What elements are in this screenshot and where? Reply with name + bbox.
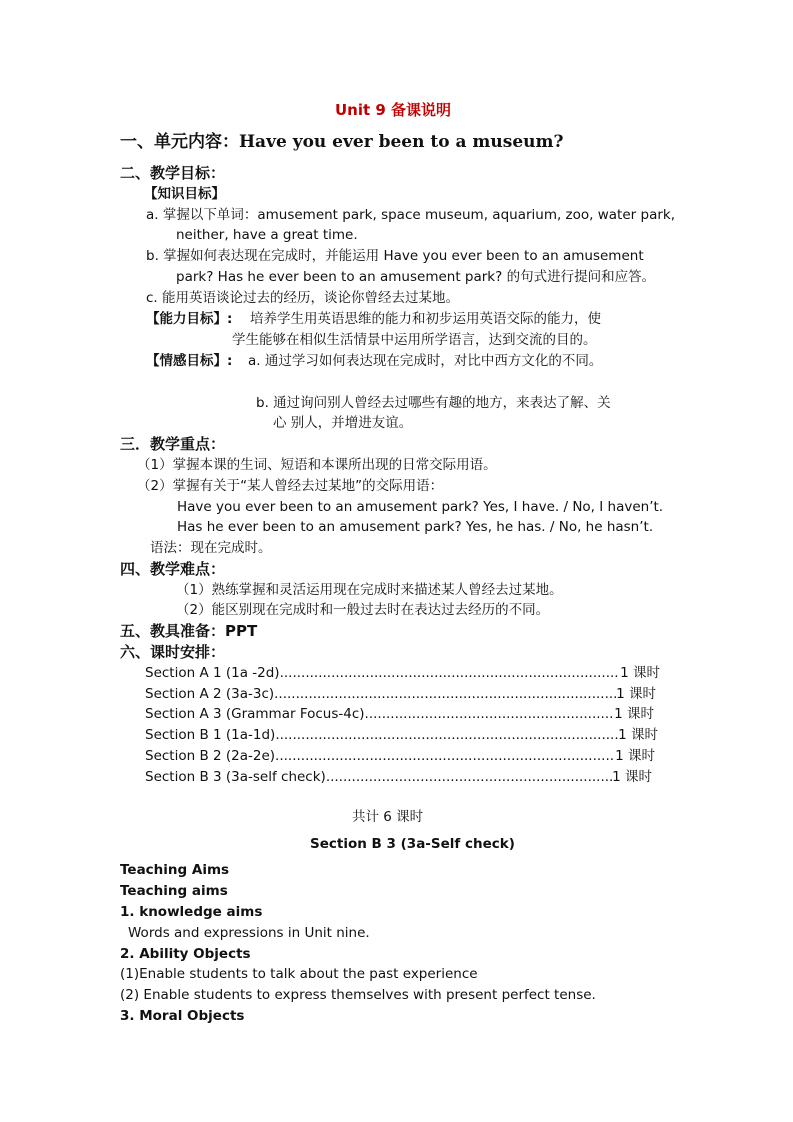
emotion-goal-b-cont: 心 别人，并增进友谊。 <box>273 415 413 431</box>
total-hours: 共计 6 课时 <box>352 809 424 825</box>
schedule-row-hours: 1 课时 <box>620 665 660 681</box>
ability-object-2: (2) Enable students to express themselves with present perfect tense. <box>120 987 596 1003</box>
schedule-row <box>145 767 652 787</box>
emotion-goal-b: b. 通过询问别人曾经去过哪些有趣的地方，来表达了解、关 <box>256 395 611 411</box>
section-schedule: 六、课时安排： <box>120 643 226 661</box>
knowledge-item-c: c. 能用英语谈论过去的经历，谈论你曾经去过某地。 <box>146 290 460 306</box>
grammar-point: 语法：现在完成时。 <box>150 540 272 556</box>
schedule-row <box>145 725 658 745</box>
schedule-row-label: Section B 2 (2a-2e) <box>145 748 276 764</box>
section-unit-content: 一、单元内容：Have you ever been to a museum? <box>120 132 564 152</box>
emotion-goal-a: a. 通过学习如何表达现在完成时，对比中西方文化的不同。 <box>248 353 603 369</box>
ability-goal-heading: 【能力目标】: <box>146 311 233 327</box>
section-key-points: 三．教学重点： <box>120 435 226 453</box>
schedule-row-leader <box>275 725 618 745</box>
schedule-row-leader <box>326 767 612 787</box>
schedule-row-label: Section B 3 (3a-self check) <box>145 769 326 785</box>
section-difficulties: 四、教学难点： <box>120 560 226 578</box>
knowledge-aims-heading: 1. knowledge aims <box>120 904 263 920</box>
schedule-row <box>145 663 660 683</box>
schedule-row-hours: 1 课时 <box>614 706 654 722</box>
schedule-row-leader <box>365 704 615 724</box>
key-point-1: （1）掌握本课的生词、短语和本课所出现的日常交际用语。 <box>137 457 497 473</box>
knowledge-goal-heading: 【知识目标】 <box>144 186 225 202</box>
schedule-row <box>145 684 656 704</box>
knowledge-item-b: b. 掌握如何表达现在完成时，并能运用 Have you ever been to an amusement <box>146 248 644 264</box>
teaching-aims-heading: Teaching Aims <box>120 862 230 878</box>
schedule-row-leader <box>275 746 615 766</box>
key-point-2: （2）掌握有关于“某人曾经去过某地”的交际用语： <box>137 478 444 494</box>
schedule-row-leader <box>274 684 616 704</box>
section-teaching-aids: 五、教具准备：PPT <box>120 622 258 640</box>
schedule-row-label: Section A 2 (3a-3c) <box>145 686 275 702</box>
ability-objects-heading: 2. Ability Objects <box>120 946 251 962</box>
schedule-row-label: Section A 1 (1a -2d) <box>145 665 280 681</box>
knowledge-item-a-cont: neither, have a great time. <box>176 227 358 243</box>
ability-goal-text-cont: 学生能够在相似生活情景中运用所学语言，达到交流的目的。 <box>232 332 597 348</box>
section-teaching-goals: 二、教学目标： <box>120 164 226 182</box>
emotion-goal-heading: 【情感目标】: <box>146 353 233 369</box>
ability-goal-text: 培养学生用英语思维的能力和初步运用英语交际的能力，使 <box>250 311 601 327</box>
section-b3-title: Section B 3 (3a-Self check) <box>310 836 515 852</box>
schedule-row-label: Section A 3 (Grammar Focus-4c) <box>145 706 365 722</box>
ability-object-1: (1)Enable students to talk about the past experience <box>120 966 478 982</box>
teaching-aims-subheading: Teaching aims <box>120 883 228 899</box>
schedule-row-leader <box>280 663 621 683</box>
key-point-2-example-1: Have you ever been to an amusement park? Yes, I have. / No, I haven’t. <box>177 499 664 515</box>
schedule-row <box>145 704 654 724</box>
page-title: Unit 9 备课说明 <box>335 101 452 119</box>
schedule-row-hours: 1 课时 <box>618 727 658 743</box>
knowledge-item-b-cont: park? Has he ever been to an amusement park? 的句式进行提问和应答。 <box>176 269 656 285</box>
difficulty-2: （2）能区别现在完成时和一般过去时在表达过去经历的不同。 <box>176 602 550 618</box>
difficulty-1: （1）熟练掌握和灵活运用现在完成时来描述某人曾经去过某地。 <box>176 582 563 598</box>
schedule-row-hours: 1 课时 <box>615 748 655 764</box>
schedule-row-hours: 1 课时 <box>612 769 652 785</box>
moral-objects-heading: 3. Moral Objects <box>120 1008 245 1024</box>
knowledge-item-a: a. 掌握以下单词：amusement park, space museum, aquarium, zoo, water park, <box>146 207 675 223</box>
schedule-row <box>145 746 655 766</box>
knowledge-aims-text: Words and expressions in Unit nine. <box>128 925 370 941</box>
schedule-row-label: Section B 1 (1a-1d) <box>145 727 276 743</box>
key-point-2-example-2: Has he ever been to an amusement park? Yes, he has. / No, he hasn’t. <box>177 519 654 535</box>
schedule-row-hours: 1 课时 <box>616 686 656 702</box>
